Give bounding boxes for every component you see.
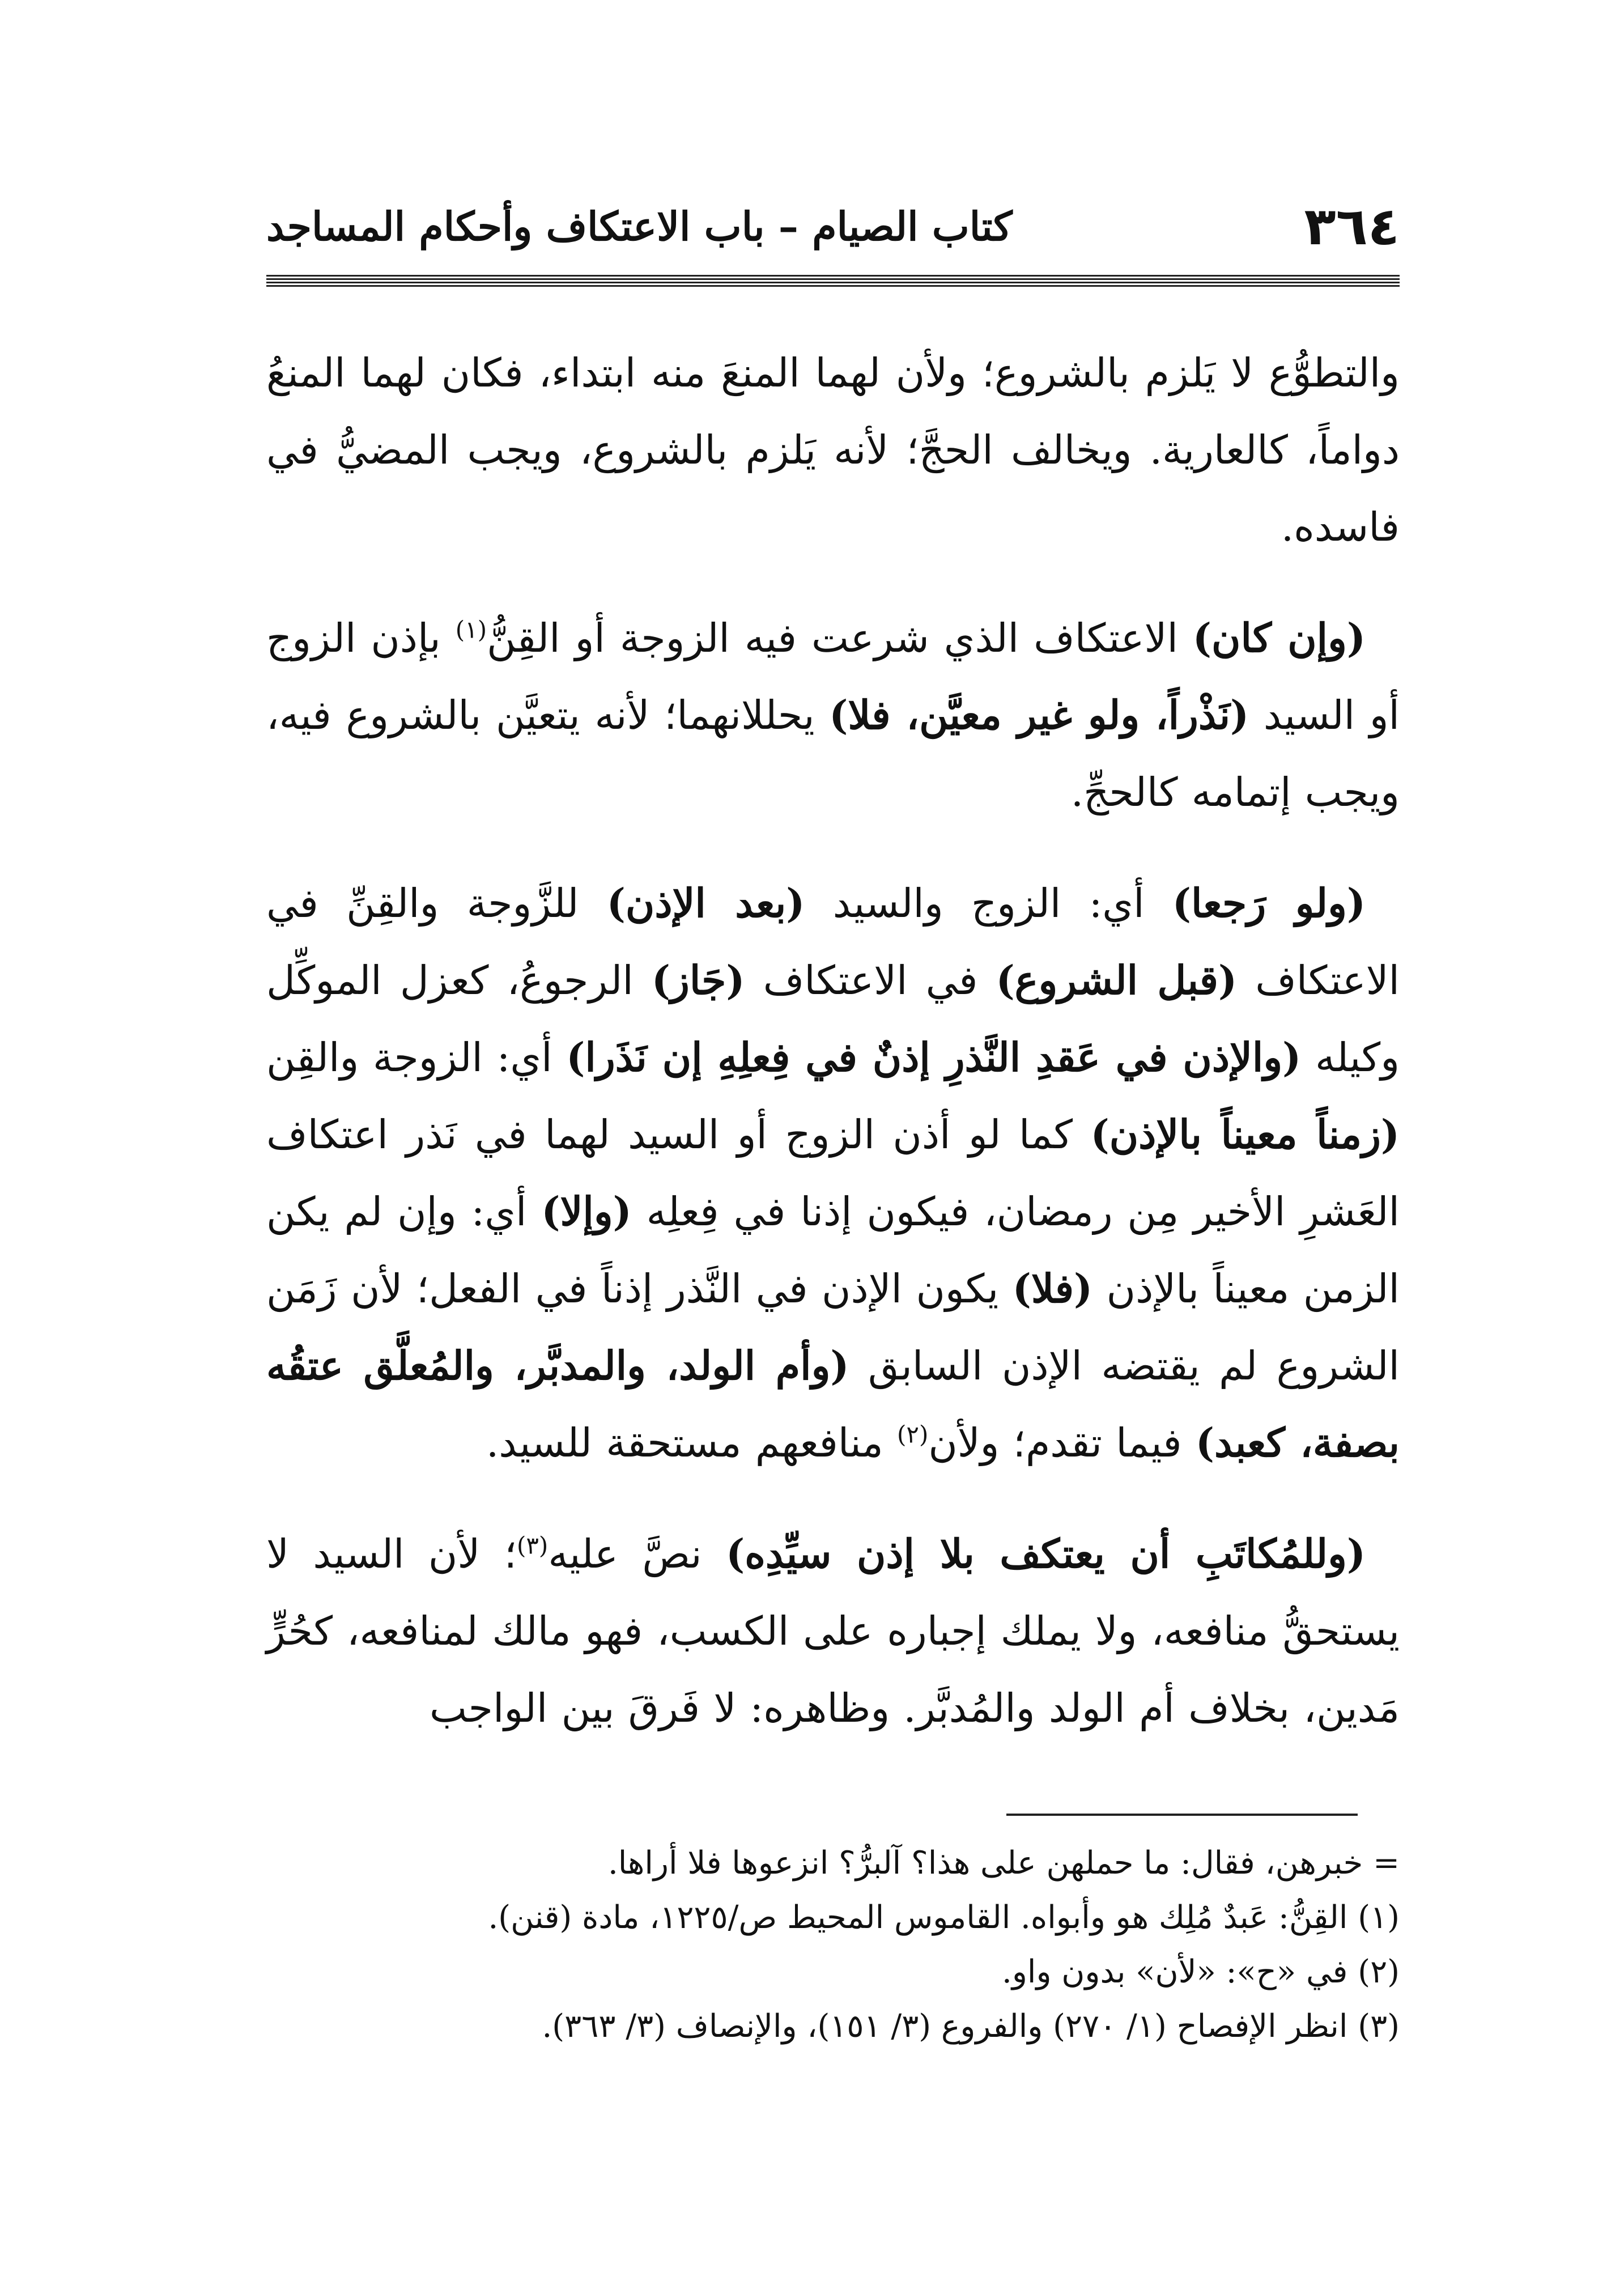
matn-text: (قبل الشروع) [996,957,1238,1004]
paragraph-1 [266,334,1400,566]
commentary-text: والتطوُّع لا يَلزم بالشروع؛ ولأن لهما المنعَ منه ابتداء، فكان لهما المنعُ دواماً، كالعارية. ويخالف الحجَّ؛ لأنه يَلزم بالشروع، ويجب المضيُّ في فاسده. [266,350,1400,550]
commentary-text: أي: الزوجة والقِن [266,1034,567,1081]
matn-text: (فلا) [1012,1265,1093,1312]
commentary-text: ؛ لأن السيد لا يستحقُّ منافعه، ولا يملك إجباره على الكسب، فهو مالك لمنافعه، كحُرٍّ مَدين، بخلاف أم الولد والمُدبَّر. وظاهره: لا فَرقَ بين الواجب [266,1531,1400,1731]
footnote-3: (٣) انظر الإفصاح (١/ ٢٧٠) والفروع (٣/ ١٥١)، والإنصاف (٣/ ٣٦٣). [542,2008,1400,2045]
footnote-divider [1006,1814,1358,1816]
commentary-text: كما لو أذن الزوج أو السيد لهما في نَذر اعتكاف العَشرِ الأخير مِن رمضان، فيكون إذنا في فِعلِه [266,1111,1400,1235]
commentary-text: الاعتكاف الذي شرعت فيه الزوجة أو القِنُّ [487,615,1193,661]
paragraph-2 [266,600,1400,831]
matn-text: (وإلا) [541,1188,632,1235]
commentary-text: فيما تقدم؛ ولأن [928,1420,1196,1466]
footnote-ref: (١) [455,615,487,644]
footnote-ref: (٣) [516,1531,549,1560]
footnotes [266,1836,1400,2054]
commentary-text: يكون الإذن في النَّذر إذناً في الفعل؛ لأن زَمَن الشروع لم يقتضه الإذن السابق [266,1266,1400,1389]
page-number: ٣٦٤ [1304,196,1400,257]
commentary-text: يحللانهما؛ لأنه يتعيَّن بالشروع فيه، ويجب إتمامه كالحجِّ. [266,692,1400,816]
header-divider [266,275,1400,287]
commentary-text: بإذن الزوج أو السيد [266,615,1400,738]
commentary-text: الرجوعُ، كعزل الموكِّل وكيله [266,957,1400,1081]
matn-text: (وأم الولد، والمدبَّر، والمُعلَّق عتقُه بصفة، كعبد) [266,1342,1400,1466]
footnote-2: (٢) في «ح»: «لأن» بدون واو. [1002,1954,1400,1990]
footnote-ref: (٢) [896,1420,929,1449]
commentary-text: نصَّ عليه [548,1531,726,1577]
body-text [266,334,1400,1781]
commentary-text: للزَّوجة والقِنِّ في الاعتكاف [266,880,1400,1004]
paragraph-3 [266,865,1400,1481]
matn-text: (والإذن في عَقدِ النَّذرِ إذنٌ في فِعلِهِ إن نَذَرا) [566,1034,1302,1081]
running-title: كتاب الصيام – باب الاعتكاف وأحكام المساجد [266,203,1013,250]
matn-text: (ولو رَجعا) [1172,880,1366,927]
page-header [266,187,1400,266]
footnote-continuation: = خبرهن، فقال: ما حملهن على هذا؟ آلبرُّ؟ انزعوها فلا أراها. [607,1845,1400,1882]
matn-text: (زمناً معيناً بالإذن) [1090,1111,1400,1158]
matn-text: (جَاز) [651,957,745,1004]
footnote-1: (١) القِنُّ: عَبدٌ مُلِك هو وأبواه. القاموس المحيط ص/١٢٢٥، مادة (قنن). [488,1899,1400,1936]
commentary-text: منافعهم مستحقة للسيد. [486,1420,897,1466]
matn-text: (وإن كان) [1192,614,1366,661]
commentary-text: أي: وإن لم يكن الزمن معيناً بالإذن [266,1188,1400,1312]
matn-text: (بعد الإذن) [606,880,805,927]
matn-text: (نَذْراً، ولو غير معيَّن، فلا) [829,691,1249,738]
commentary-text: أي: الزوج والسيد [805,880,1172,927]
matn-text: (وللمُكاتَبِ أن يعتكف بلا إذن سيِّدِه) [726,1530,1366,1577]
commentary-text: في الاعتكاف [745,957,996,1004]
paragraph-4 [266,1515,1400,1747]
